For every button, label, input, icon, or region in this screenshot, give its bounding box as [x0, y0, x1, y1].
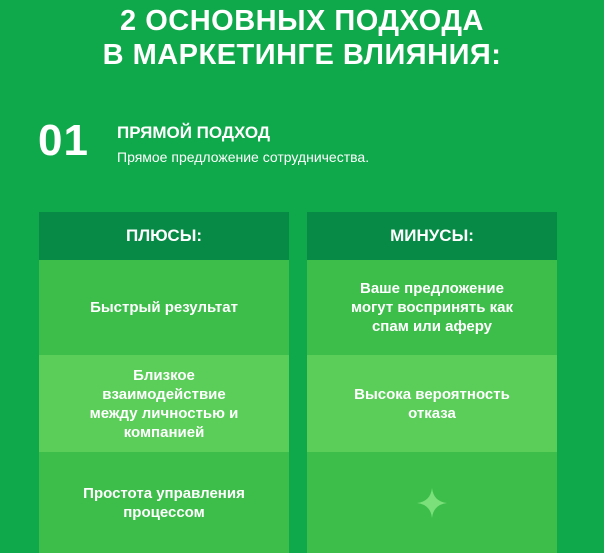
title-line-1: 2 ОСНОВНЫХ ПОДХОДА — [120, 5, 484, 37]
cons-column — [307, 212, 557, 553]
cons-item-3-empty — [307, 452, 557, 553]
approach-name: ПРЯМОЙ ПОДХОД — [117, 123, 271, 142]
pros-item-3 — [39, 452, 289, 553]
approach-number: 01 — [38, 116, 89, 165]
cons-item-1 — [307, 260, 557, 355]
pros-item-2-text: Близкое взаимодействие между личностью и компанией — [89, 366, 239, 441]
pros-item-3-text: Простота управления процессом — [83, 484, 245, 521]
pros-item-1-text: Быстрый результат — [90, 299, 238, 316]
pros-header: ПЛЮСЫ: — [39, 212, 289, 260]
cons-item-2-text: Высока вероятность отказа — [354, 385, 510, 422]
cons-header: МИНУСЫ: — [307, 212, 557, 260]
sparkle-icon — [415, 486, 449, 520]
pros-item-2 — [39, 355, 289, 452]
approach-description: Прямое предложение сотрудничества. — [117, 149, 370, 165]
page-title — [0, 4, 604, 72]
cons-item-1-text: Ваше предложение могут воспринять как спам или аферу — [350, 280, 514, 335]
pros-item-1 — [39, 260, 289, 355]
cons-item-2 — [307, 355, 557, 452]
pros-column — [39, 212, 289, 553]
title-line-2: В МАРКЕТИНГЕ ВЛИЯНИЯ: — [102, 39, 502, 71]
